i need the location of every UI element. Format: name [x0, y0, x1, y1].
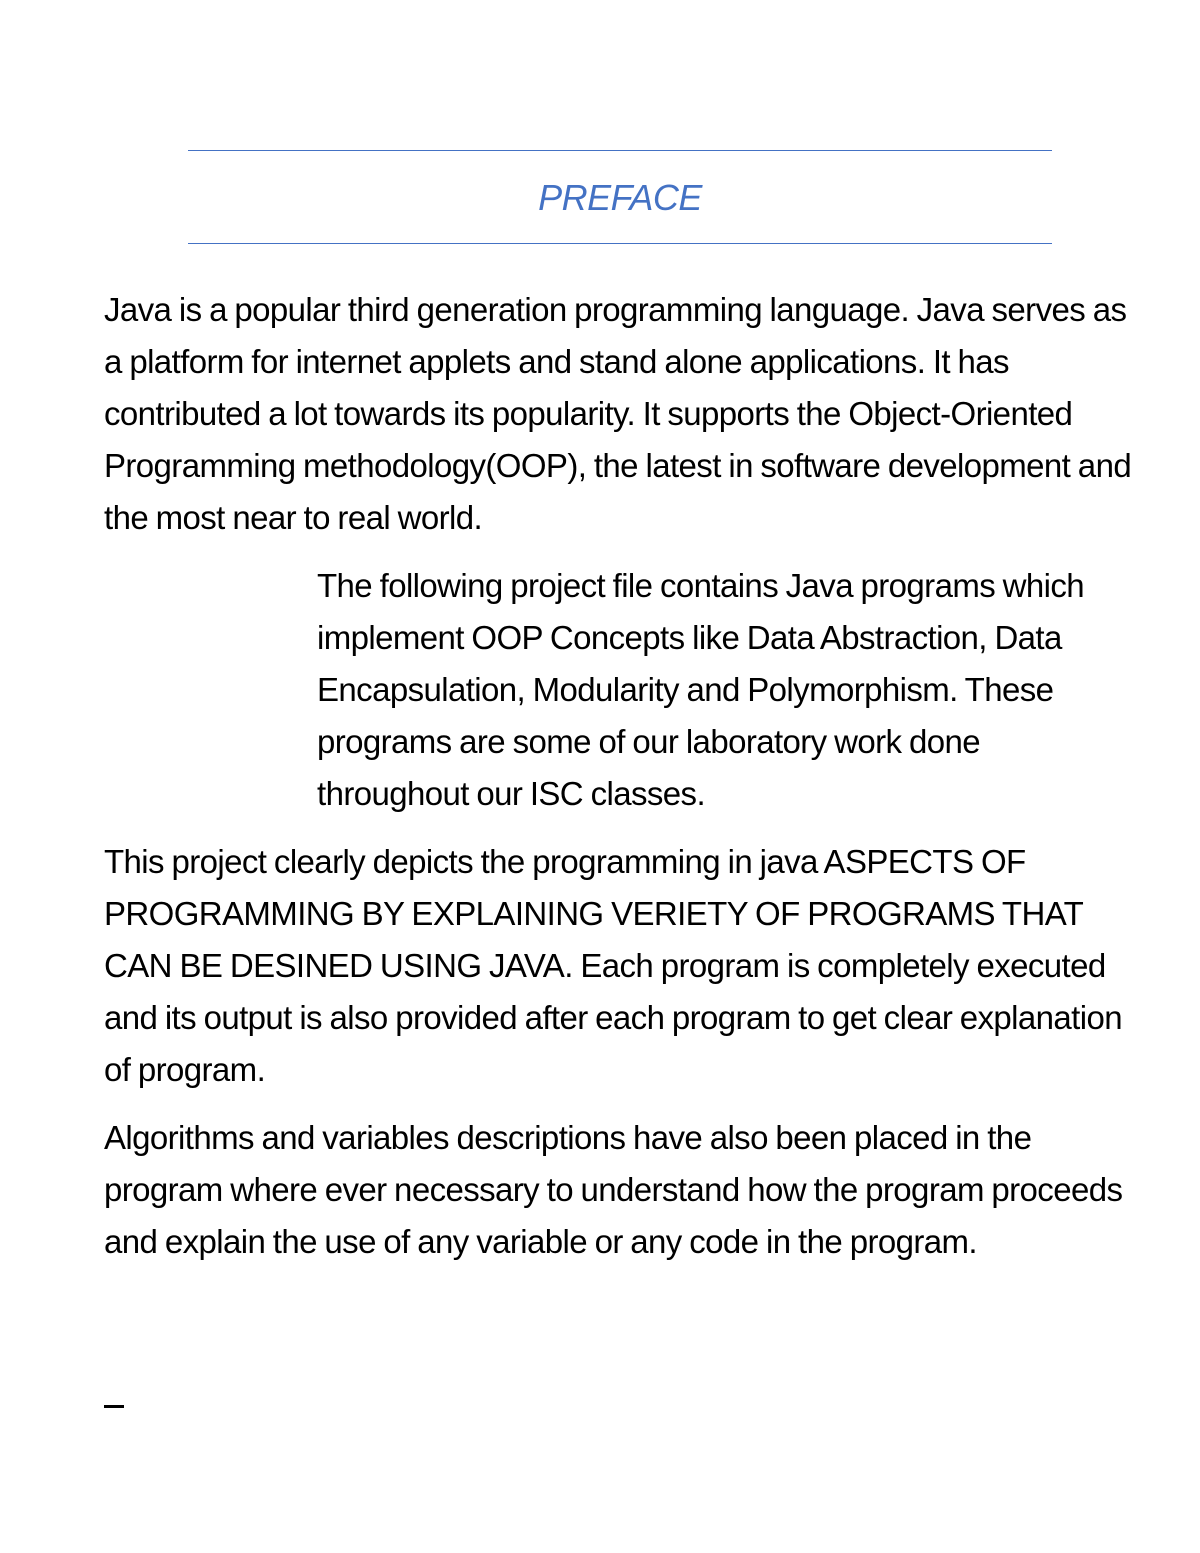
paragraph-project-file: The following project file contains Java programs which implement OOP Concepts like Data Abstraction, Data Encapsulation, Modularity and Polymorphism. These programs are some of our laboratory work done throughout our ISC classes. [317, 567, 1085, 812]
document-body [104, 284, 1134, 1284]
page-title: PREFACE [538, 177, 702, 218]
text-cursor-mark [104, 1405, 124, 1408]
title-block [188, 150, 1052, 246]
paragraph-project-depicts: This project clearly depicts the programming in java ASPECTS OF PROGRAMMING BY EXPLAINING VERIETY OF PROGRAMS THAT CAN BE DESINED USING JAVA. Each program is completely executed and its output is also provided after each program to get clear explanation of program. [104, 843, 1122, 1088]
title-bottom-rule [188, 243, 1052, 244]
paragraph-algorithms: Algorithms and variables descriptions have also been placed in the program where ever necessary to understand how the program proceeds and explain the use of any variable or any code in the program. [104, 1119, 1123, 1260]
title-top-rule [188, 150, 1052, 151]
paragraph-intro: Java is a popular third generation programming language. Java serves as a platform for internet applets and stand alone applications. It has contributed a lot towards its popularity. It supports the Object-Oriented Programming methodology(OOP), the latest in software development and the most near to real world. [104, 291, 1132, 536]
